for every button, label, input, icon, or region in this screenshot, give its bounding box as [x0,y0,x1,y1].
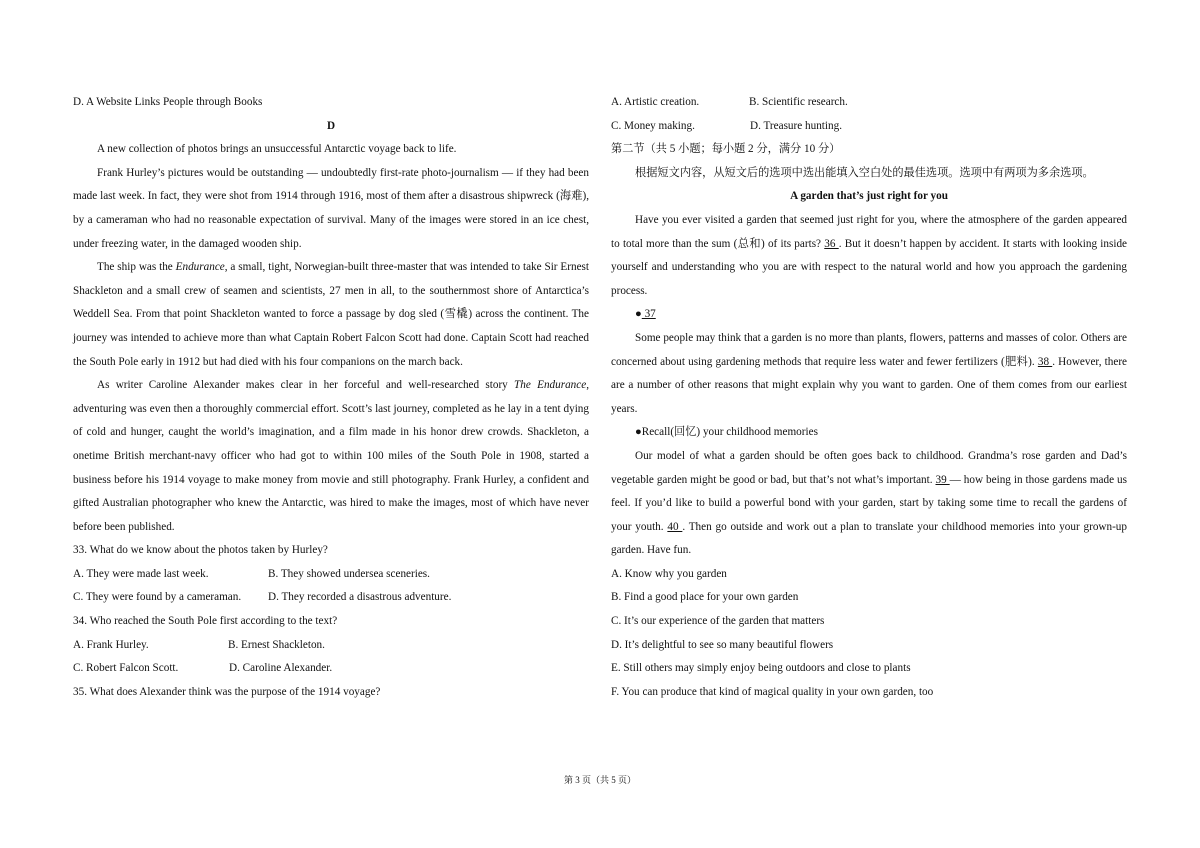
question-35: 35. What does Alexander think was the purpose of the 1914 voyage? [73,685,381,698]
passage-paragraph: As writer Caroline Alexander makes clear in her forceful and well-researched story The Endurance, adventuring was even then a thoroughly commercial effort. Scott’s last journey, completed as he lay in a tent dying of cold and hunger, caught the world’s imagination, and a film made in his honor drew crowds. Shackleton, a onetime British merchant-navy officer who had got to within 100 miles of the South Pole in 1908, started a business before his 1914 voyage to make money from movie and still photography. Frank Hurley, a confident and gifted Australian photographer who knew the Antarctic, was hired to make the images, most of which have never before been published. [73,379,589,533]
right-column [611,91,1127,704]
question-34-options-row1 [73,634,589,658]
choice-d: D. It’s delightful to see so many beautiful flowers [611,638,834,651]
choice-a: A. Know why you garden [611,567,727,580]
passage-title: A garden that’s just right for you [790,190,948,203]
option-a: A. They were made last week. [73,567,209,580]
bullet-heading-recall: ●Recall(回忆) your childhood memories [635,426,818,439]
blank-39: 39 [935,473,950,486]
blank-37: 37 [641,308,656,321]
passage-paragraph: The ship was the Endurance, a small, tight, Norwegian-built three-master that was intended to take Sir Ernest Shackleton and a small crew of seamen and scientists, 27 men in all, to the southernmost shore of Antarctica’s Weddell Sea. From that point Shackleton wanted to force a passage by dog sled (雪橇) across the continent. The journey was intended to achieve more than what Captain Robert Falcon Scott had done. Captain Scott had reached the South Pole early in 1912 but had died with his four companions on the march back. [73,261,590,368]
bullet-heading-37: ● 37 [635,308,656,321]
choice-e: E. Still others may simply enjoy being outdoors and close to plants [611,662,911,675]
question-33-options-row2 [73,586,589,610]
option-d: D. They recorded a disastrous adventure. [268,591,452,604]
question-33-options-row1 [73,563,589,587]
passage-paragraph: Frank Hurley’s pictures would be outstanding — undoubtedly first-rate photo-journalism — if they had been made last week. In fact, they were shot from 1914 through 1916, most of them after a disastrous shipwreck (海难), by a cameraman who had no reasonable expectation of survival. Many of the images were stored in an ice chest, under freezing water, in the damaged wooden ship. [73,166,589,250]
left-column [73,91,589,704]
question-34: 34. Who reached the South Pole first according to the text? [73,615,338,628]
passage-paragraph: Some people may think that a garden is no more than plants, flowers, patterns and masses of color. Others are concerned about using gardening methods that require less water and fewer fertilizers (肥料). 38 . However, there are a number of other reasons that might explain why you want to garden. One of them comes from our earliest years. [611,331,1128,415]
option-c: C. They were found by a cameraman. [73,591,242,604]
option-b: B. Ernest Shackleton. [228,638,325,651]
choice-b: B. Find a good place for your own garden [611,591,799,604]
option-a: A. Artistic creation. [611,96,700,108]
choice-f: F. You can produce that kind of magical quality in your own garden, too [611,685,934,698]
blank-36: 36 [824,237,839,250]
option-a: A. Frank Hurley. [73,638,149,651]
blank-38: 38 [1037,355,1053,368]
option-b: B. Scientific research. [749,96,848,108]
page-footer: 第 3 页（共 5 页） [563,775,636,785]
passage-paragraph: Our model of what a garden should be often goes back to childhood. Grandma’s rose garden and Dad’s vegetable garden might be good or bad, but that’s not what’s important. 39 — how being in those gardens made us feel. If you’d like to build a powerful bond with your garden, start by taking some time to recall the gardens of your youth. 40 . Then go outside and work out a plan to translate your childhood memories into your grown-up garden. Have fun. [611,449,1127,557]
book-title: The Endurance [514,379,587,392]
option-c: C. Robert Falcon Scott. [73,662,179,675]
option-d: D. Caroline Alexander. [229,662,333,675]
previous-option-d: D. A Website Links People through Books [73,96,263,108]
option-d: D. Treasure hunting. [750,119,842,132]
section-2-header: 第二节（共 5 小题；每小题 2 分，满分 10 分） [611,143,841,156]
choice-c: C. It’s our experience of the garden that matters [611,615,825,628]
blank-40: 40 [667,520,683,533]
question-35-options-row1 [611,91,1127,115]
question-35-options-row2 [611,115,1127,139]
option-c: C. Money making. [611,119,695,132]
passage-paragraph: Have you ever visited a garden that seemed just right for you, where the atmosphere of the garden appeared to total more than the sum (总和) of its parts? 36 . But it doesn’t happen by accident. It starts with looking inside yourself and understanding who you are with respect to the natural world and how you approach the gardening process. [611,213,1128,297]
passage-paragraph: A new collection of photos brings an unsuccessful Antarctic voyage back to life. [97,143,457,156]
option-b: B. They showed undersea sceneries. [268,567,430,580]
question-34-options-row2 [73,657,589,681]
passage-d-heading: D [326,119,336,132]
question-33: 33. What do we know about the photos taken by Hurley? [73,544,328,557]
ship-name: Endurance [175,261,225,274]
section-2-instructions: 根据短文内容，从短文后的选项中选出能填入空白处的最佳选项。选项中有两项为多余选项。 [635,166,1094,179]
